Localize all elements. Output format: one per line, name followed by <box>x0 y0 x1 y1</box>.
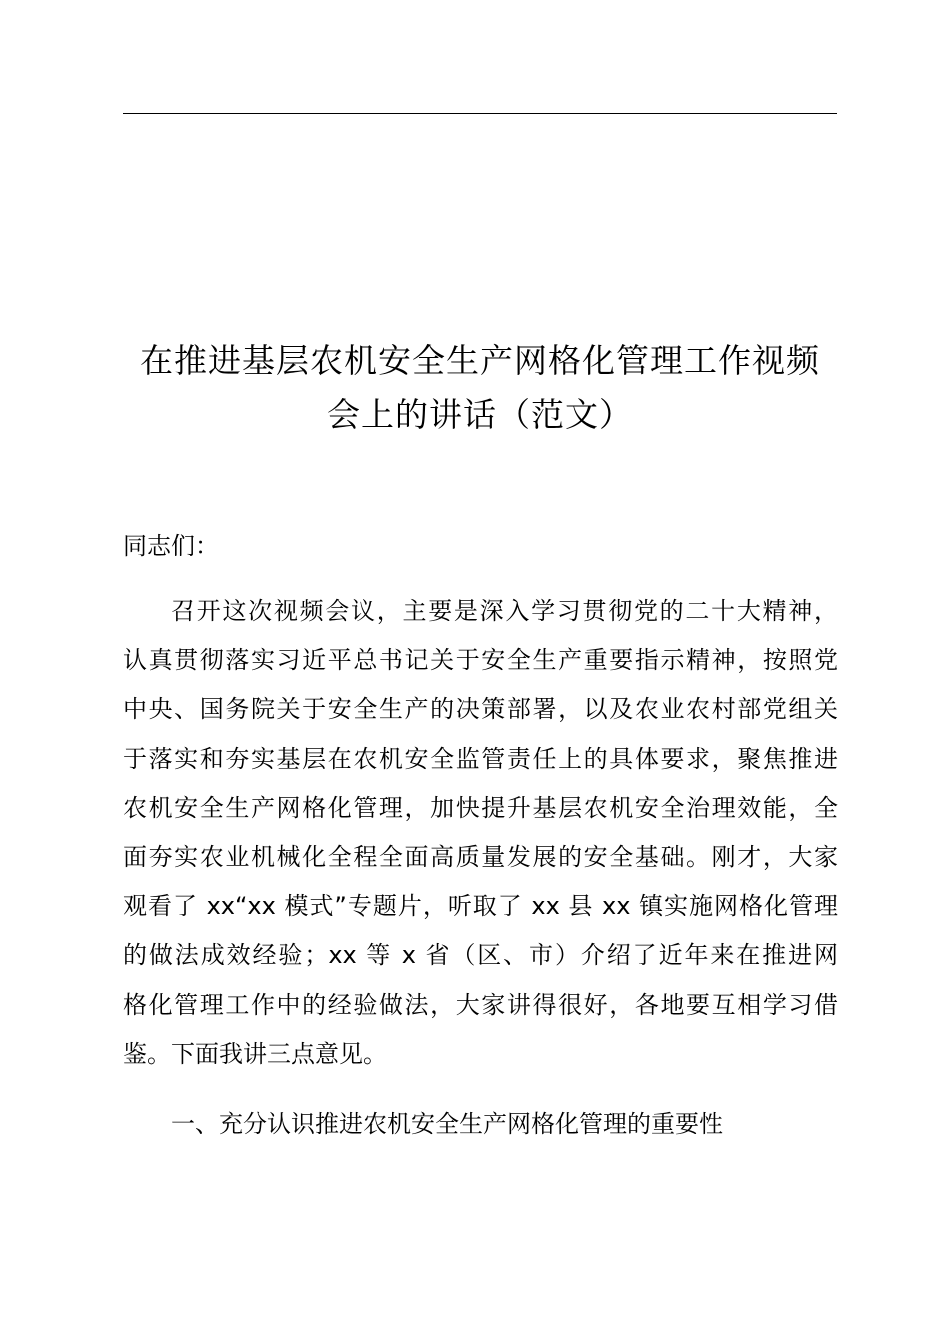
paragraph-line: 于落实和夯实基层在农机安全监管责任上的具体要求，聚焦推进 <box>123 744 838 773</box>
paragraph-line: 观看了 xx“xx 模式”专题片，听取了 xx 县 xx 镇实施网格化管理 <box>123 892 838 921</box>
body-paragraph <box>123 587 838 1079</box>
paragraph-line: 鉴。下面我讲三点意见。 <box>123 1039 387 1068</box>
paragraph-line: 面夯实农业机械化全程全面高质量发展的安全基础。刚才，大家 <box>123 842 838 871</box>
paragraph-line: 的做法成效经验；xx 等 x 省（区、市）介绍了近年来在推进网 <box>123 941 838 970</box>
paragraph-line: 格化管理工作中的经验做法，大家讲得很好，各地要互相学习借 <box>123 990 838 1019</box>
title-line-1: 在推进基层农机安全生产网格化管理工作视频 <box>140 341 820 380</box>
paragraph-line: 召开这次视频会议，主要是深入学习贯彻党的二十大精神， <box>171 597 838 625</box>
paragraph-line: 认真贯彻落实习近平总书记关于安全生产重要指示精神，按照党 <box>123 646 838 675</box>
section-heading: 一、充分认识推进农机安全生产网格化管理的重要性 <box>171 1110 723 1138</box>
header-rule <box>123 113 837 114</box>
document-title <box>110 334 850 442</box>
paragraph-line: 中央、国务院关于安全生产的决策部署，以及农业农村部党组关 <box>123 695 838 724</box>
paragraph-line: 农机安全生产网格化管理，加快提升基层农机安全治理效能，全 <box>123 793 838 822</box>
title-line-2: 会上的讲话（范文） <box>327 395 633 434</box>
salutation: 同志们： <box>123 532 219 560</box>
